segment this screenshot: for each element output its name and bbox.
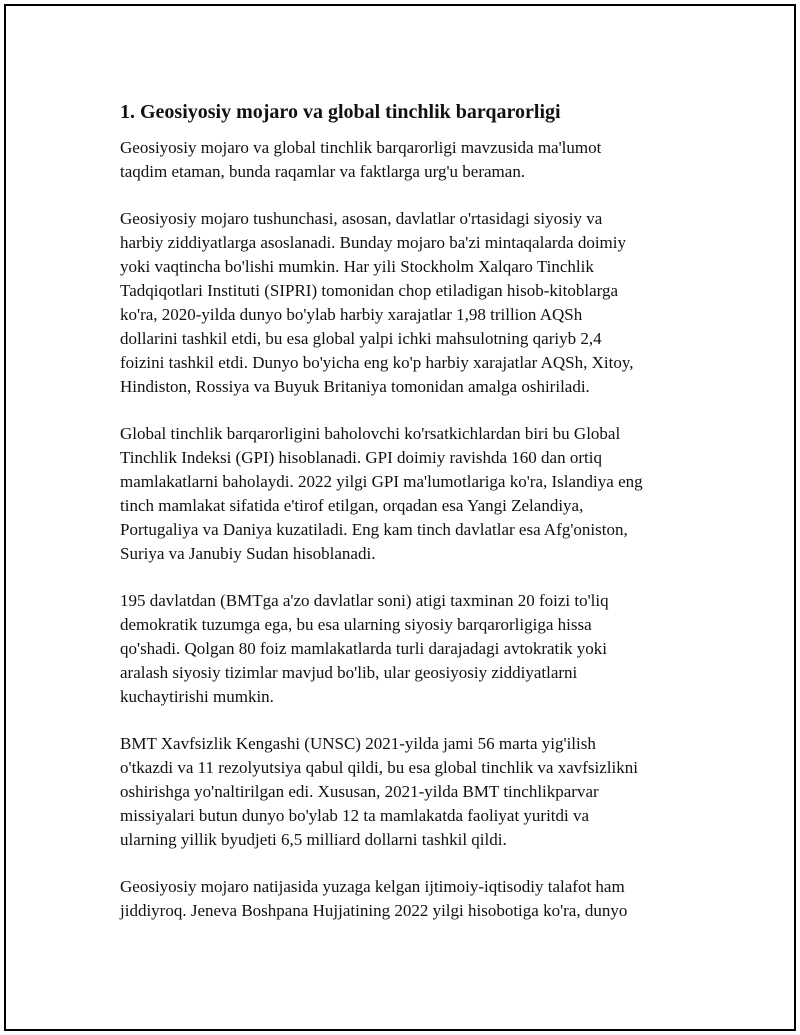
paragraph-intro: Geosiyosiy mojaro va global tinchlik barqarorligi mavzusida ma'lumot taqdim etaman, bunda raqamlar va faktlarga urg'u beraman. [120,138,602,181]
document-body [120,98,690,946]
paragraph-democracy: 195 davlatdan (BMTga a'zo davlatlar soni) atigi taxminan 20 foizi to'liq demokratik tuzumga ega, bu esa ularning siyosiy barqarorligiga hissa qo'shadi. Qolgan 80 foiz mamlakatlarda turli darajadagi avtokratik yoki aralash siyosiy tizimlar mavjud bo'lib, ular geosiyosiy ziddiyatlarni kuchaytirishi mumkin. [120,591,609,706]
paragraph-military-spending: Geosiyosiy mojaro tushunchasi, asosan, davlatlar o'rtasidagi siyosiy va harbiy ziddiyatlarga asoslanadi. Bunday mojaro ba'zi mintaqalarda doimiy yoki vaqtincha bo'lishi mumkin. Har yili Stockholm Xalqaro Tinchlik Tadqiqotlari Instituti (SIPRI) tomonidan chop etiladigan hisob-kitoblarga ko'ra, 2020-yilda dunyo bo'ylab harbiy xarajatlar 1,98 trillion AQSh dollarini tashkil etdi, bu esa global yalpi ichki mahsulotning qariyb 2,4 foizini tashkil etdi. Dunyo bo'yicha eng ko'p harbiy xarajatlar AQSh, Xitoy, Hindiston, Rossiya va Buyuk Britaniya tomonidan amalga oshiriladi. [120,209,634,396]
section-heading: 1. Geosiyosiy mojaro va global tinchlik barqarorligi [120,101,561,123]
document-page [4,4,796,1031]
paragraph-socioeconomic-losses: Geosiyosiy mojaro natijasida yuzaga kelgan ijtimoiy-iqtisodiy talafot ham jiddiyroq. Jeneva Boshpana Hujjatining 2022 yilgi hisobotiga ko'ra, dunyo [120,877,628,920]
paragraph-global-peace-index: Global tinchlik barqarorligini baholovchi ko'rsatkichlardan biri bu Global Tinchlik Indeksi (GPI) hisoblanadi. GPI doimiy ravishda 160 dan ortiq mamlakatlarni baholaydi. 2022 yilgi GPI ma'lumotlariga ko'ra, Islandiya eng tinch mamlakat sifatida e'tirof etilgan, orqadan esa Yangi Zelandiya, Portugaliya va Daniya kuzatiladi. Eng kam tinch davlatlar esa Afg'oniston, Suriya va Janubiy Sudan hisoblanadi. [120,424,643,563]
paragraph-un-security-council: BMT Xavfsizlik Kengashi (UNSC) 2021-yilda jami 56 marta yig'ilish o'tkazdi va 11 rezolyutsiya qabul qildi, bu esa global tinchlik va xavfsizlikni oshirishga yo'naltirilgan edi. Xususan, 2021-yilda BMT tinchlikparvar missiyalari butun dunyo bo'ylab 12 ta mamlakatda faoliyat yuritdi va ularning yillik byudjeti 6,5 milliard dollarni tashkil qildi. [120,734,638,849]
